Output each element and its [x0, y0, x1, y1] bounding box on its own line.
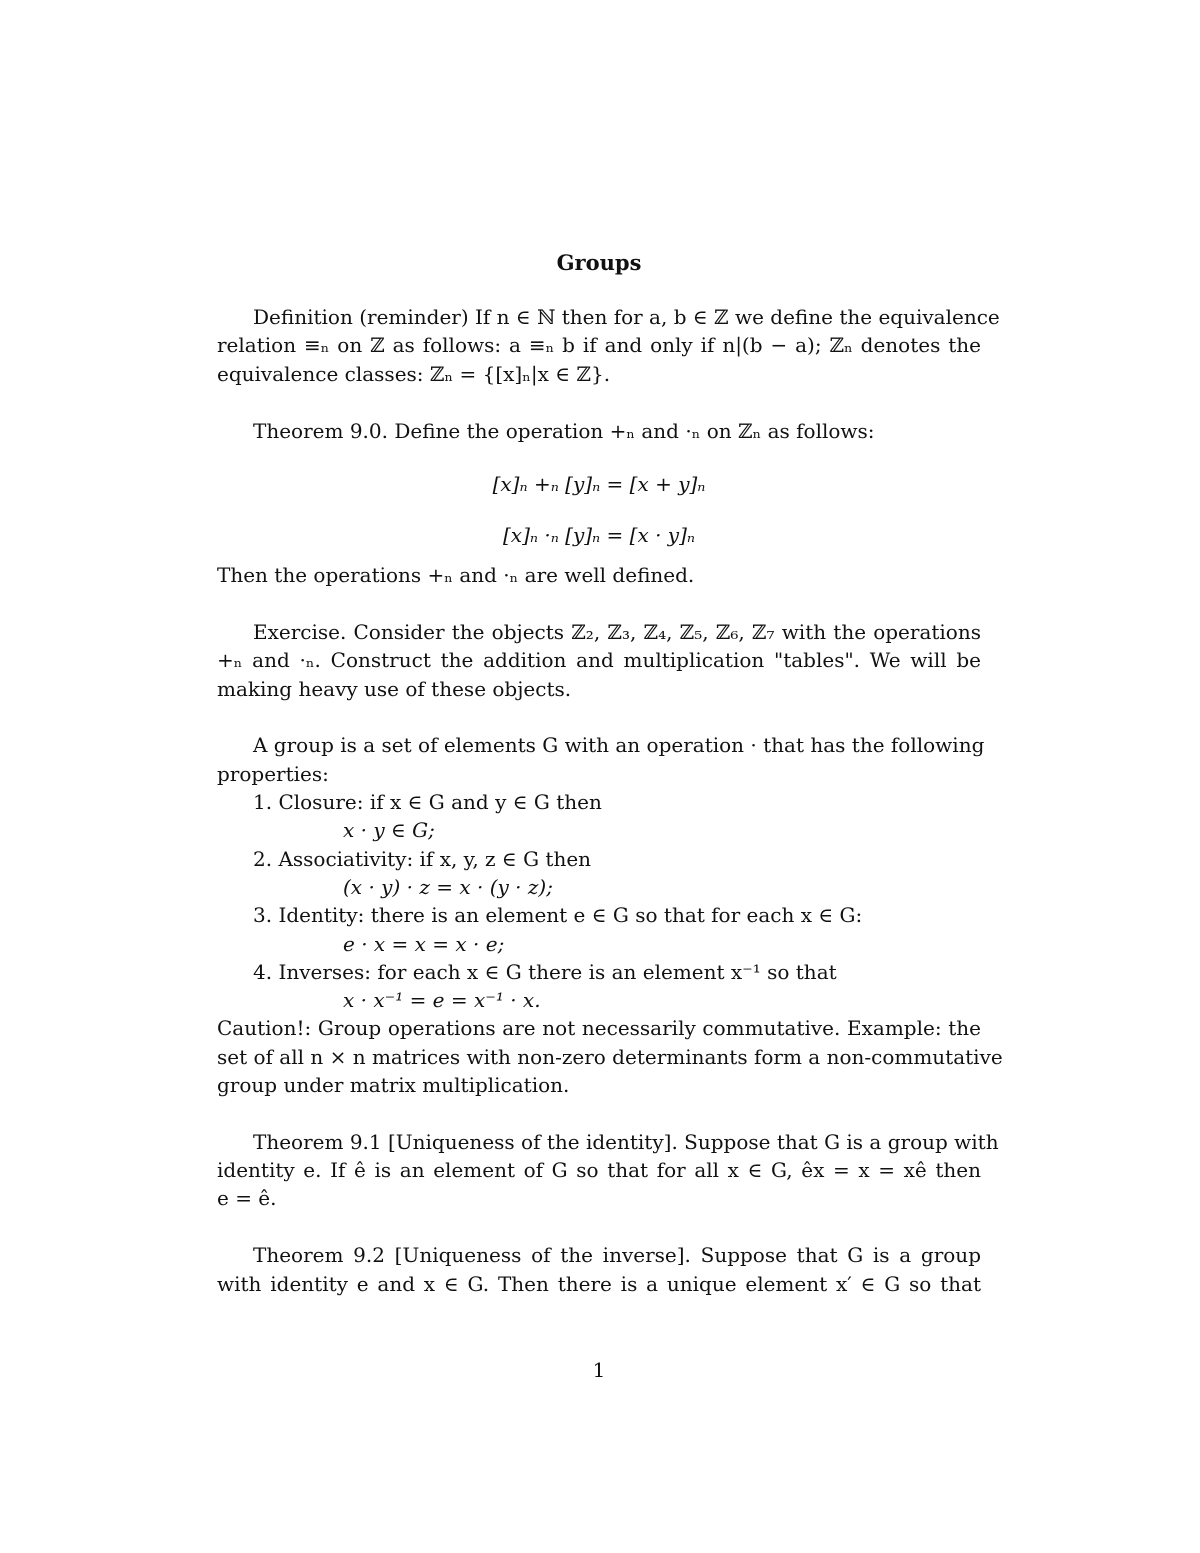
- property-identity-formula: e · x = x = x · e;: [343, 932, 505, 956]
- definition-line-1: Definition (reminder) If n ∈ ℕ then for a, b ∈ ℤ we define the equivalence: [253, 305, 1000, 329]
- property-closure-label: 1. Closure: if x ∈ G and y ∈ G then: [253, 790, 602, 814]
- group-definition-intro-1: A group is a set of elements G with an operation · that has the following: [253, 733, 985, 757]
- property-associativity-formula: (x · y) · z = x · (y · z);: [343, 875, 553, 899]
- page-title: Groups: [556, 250, 642, 275]
- exercise-line-1: Exercise. Consider the objects ℤ₂, ℤ₃, ℤ₄, ℤ₅, ℤ₆, ℤ₇ with the operations: [253, 620, 981, 644]
- exercise-line-3: making heavy use of these objects.: [217, 677, 572, 701]
- definition-line-2: relation ≡ₙ on ℤ as follows: a ≡ₙ b if and only if n|(b − a); ℤₙ denotes the: [217, 333, 981, 357]
- group-definition-intro-2: properties:: [217, 762, 329, 786]
- caution-line-2: set of all n × n matrices with non-zero determinants form a non-commutative: [217, 1045, 1003, 1069]
- caution-line-1: Caution!: Group operations are not necessarily commutative. Example: the: [217, 1016, 981, 1040]
- theorem-9-1-line-1: Theorem 9.1 [Uniqueness of the identity]. Suppose that G is a group with: [253, 1130, 999, 1154]
- theorem-9-1-line-2: identity e. If ê is an element of G so that for all x ∈ G, êx = x = xê then: [217, 1158, 981, 1182]
- theorem-9-0-conclusion: Then the operations +ₙ and ·ₙ are well defined.: [217, 563, 695, 587]
- property-identity-label: 3. Identity: there is an element e ∈ G so that for each x ∈ G:: [253, 903, 863, 927]
- exercise-line-2: +ₙ and ·ₙ. Construct the addition and multiplication "tables". We will be: [217, 648, 981, 672]
- theorem-9-2-line-2: with identity e and x ∈ G. Then there is a unique element x′ ∈ G so that: [217, 1272, 981, 1296]
- theorem-9-0-statement: Theorem 9.0. Define the operation +ₙ and ·ₙ on ℤₙ as follows:: [253, 419, 875, 443]
- definition-line-3: equivalence classes: ℤₙ = {[x]ₙ|x ∈ ℤ}.: [217, 362, 611, 386]
- theorem-9-1-line-3: e = ê.: [217, 1186, 277, 1210]
- theorem-9-2-line-1: Theorem 9.2 [Uniqueness of the inverse]. Suppose that G is a group: [253, 1243, 981, 1267]
- page-number: 1: [592, 1358, 606, 1382]
- property-closure-formula: x · y ∈ G;: [343, 818, 435, 842]
- property-inverses-formula: x · x⁻¹ = e = x⁻¹ · x.: [343, 988, 541, 1012]
- property-associativity-label: 2. Associativity: if x, y, z ∈ G then: [253, 847, 592, 871]
- caution-line-3: group under matrix multiplication.: [217, 1073, 570, 1097]
- property-inverses-label: 4. Inverses: for each x ∈ G there is an element x⁻¹ so that: [253, 960, 837, 984]
- theorem-9-0-equation-1: [x]ₙ +ₙ [y]ₙ = [x + y]ₙ: [492, 472, 706, 496]
- theorem-9-0-equation-2: [x]ₙ ·ₙ [y]ₙ = [x · y]ₙ: [502, 523, 695, 547]
